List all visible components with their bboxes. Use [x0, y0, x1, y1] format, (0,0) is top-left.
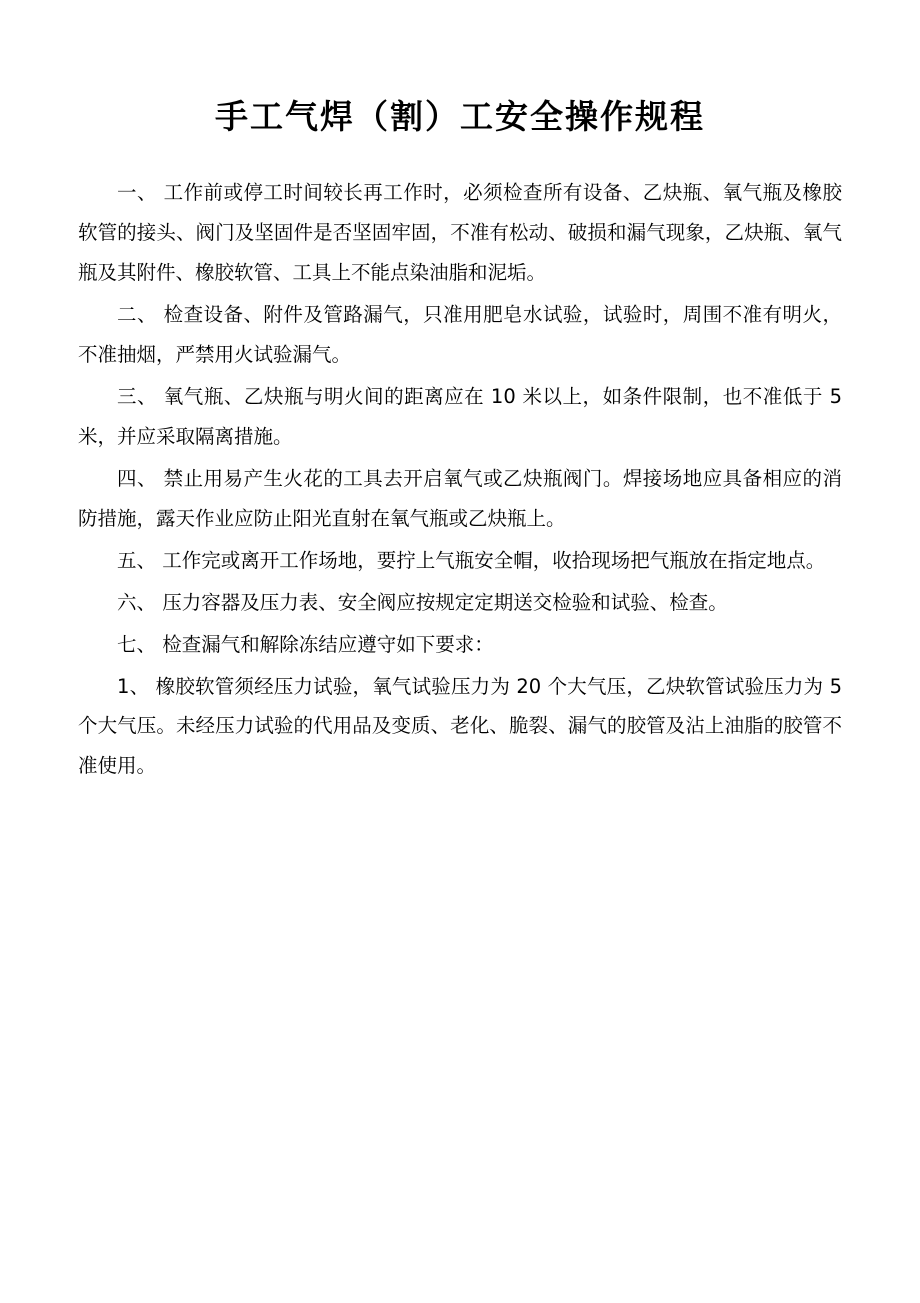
paragraph-2: 二、 检查设备、附件及管路漏气，只准用肥皂水试验，试验时，周围不准有明火，不准抽烟，严禁用火试验漏气。 — [78, 302, 842, 366]
paragraph-7: 七、 检查漏气和解除冻结应遵守如下要求： — [117, 632, 494, 656]
paragraph-3: 三、 氧气瓶、乙炔瓶与明火间的距离应在 10 米以上，如条件限制，也不准低于 5 米，并应采取隔离措施。 — [78, 384, 842, 448]
paragraph-1: 一、 工作前或停工时间较长再工作时，必须检查所有设备、乙炔瓶、氧气瓶及橡胶软管的接头、阀门及坚固件是否坚固牢固，不准有松动、破损和漏气现象，乙炔瓶、氧气瓶及其附件、橡胶软管、工具上不能点染油脂和泥垢。 — [78, 180, 842, 284]
document-body — [78, 173, 842, 787]
paragraph-4: 四、 禁止用易产生火花的工具去开启氧气或乙炔瓶阀门。焊接场地应具备相应的消防措施，露天作业应防止阳光直射在氧气瓶或乙炔瓶上。 — [78, 466, 842, 530]
paragraph-6: 六、 压力容器及压力表、安全阀应按规定定期送交检验和试验、检查。 — [117, 590, 728, 614]
page-title: 手工气焊（割）工安全操作规程 — [215, 97, 705, 136]
paragraph-8: 1、 橡胶软管须经压力试验，氧气试验压力为 20 个大气压，乙炔软管试验压力为 5 个大气压。未经压力试验的代用品及变质、老化、脆裂、漏气的胶管及沾上油脂的胶管不准使用。 — [78, 674, 842, 778]
paragraph-5: 五、 工作完或离开工作场地，要拧上气瓶安全帽，收拾现场把气瓶放在指定地点。 — [117, 548, 826, 572]
